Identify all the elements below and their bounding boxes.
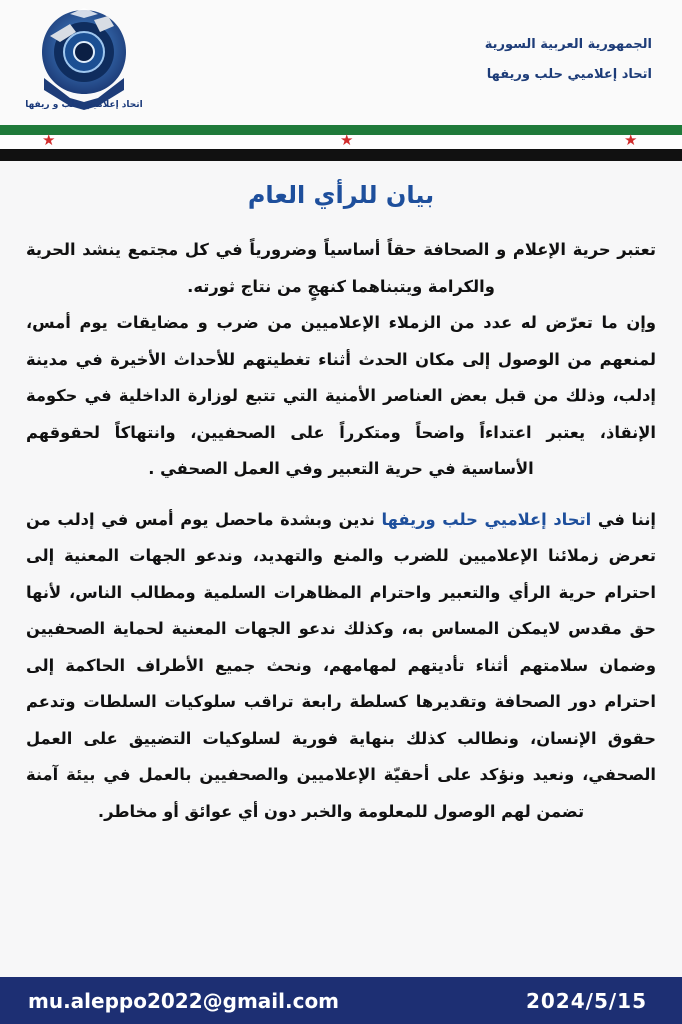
country-name: الجمهورية العربية السورية xyxy=(484,37,652,52)
letterhead-text xyxy=(485,30,652,90)
syrian-flag-band xyxy=(0,125,682,161)
flag-star-icon: ★ xyxy=(42,131,56,149)
flag-black-stripe xyxy=(0,149,682,161)
statement-body xyxy=(26,232,656,830)
paragraph-3-prefix: إننا في xyxy=(597,509,657,529)
flag-star-icon: ★ xyxy=(624,131,638,149)
logo-caption: اتحاد إعلاميي حلب و ريفها xyxy=(25,100,143,110)
letterhead xyxy=(0,0,682,125)
org-name-highlight: اتحاد إعلاميي حلب وريفها xyxy=(381,509,592,529)
flag-star-icon: ★ xyxy=(340,131,354,149)
statement-title: بيان للرأي العام xyxy=(247,181,435,209)
org-name: اتحاد إعلاميي حلب وريفها xyxy=(486,67,652,82)
footer-bar xyxy=(0,977,682,1024)
paragraph-2: وإن ما تعرّض له عدد من الزملاء الإعلاميين من ضرب و مضايقات يوم أمس، لمنعهم من الوصول إلى مكان الحدث أثناء تغطيتهم للأحداث الأخيرة في مدينة إدلب، وذلك من قبل بعض العناصر الأمنية التي تتبع لوزارة الداخلية في حكومة الإنقاذ، يعتبر اعتداءاً واضحاً ومتكرراً على الصحفيين، وانتهاكاً لحقوقهم الأساسية في حرية التعبير وفي العمل الصحفي . xyxy=(26,313,656,478)
statement-date: 2024/5/15 xyxy=(525,989,647,1013)
contact-email[interactable]: mu.aleppo2022@gmail.com xyxy=(28,989,340,1013)
paragraph-3 xyxy=(26,502,656,831)
paragraph-3-rest: ندين وبشدة ماحصل يوم أمس في إدلب من تعرض زملائنا الإعلاميين للضرب والمنع والتهديد، وندعو الجهات المعنية إلى احترام حرية الرأي والتعبير واحترام المظاهرات السلمية ومطالب الناس، لأنها حق مقدس لايمكن المساس به، وكذلك ندعو الجهات المعنية لحماية الصحفيين وضمان سلامتهم أثناء تأديتهم لمهامهم، ونحث جميع الأطراف الحاكمة إلى احترام دور الصحافة وتقديرها كسلطة رابعة تراقب سلوكيات السلطات وتدعم حقوق الإنسان، ونطالب كذلك بنهاية فورية لسلوكيات التضييق على العمل الصحفي، ونعيد ونؤكد على أحقيّة الإعلاميين والصحفيين بالعمل في بيئة آمنة تضمن لهم الوصول للمعلومة والخبر دون أي عوائق أو مخاطر. xyxy=(26,509,656,821)
paragraph-1: تعتبر حرية الإعلام و الصحافة حقاً أساسياً وضرورياً في كل مجتمع ينشد الحرية والكرامة ويتبناهما كنهجٍ من نتاج ثورته. xyxy=(26,240,656,296)
